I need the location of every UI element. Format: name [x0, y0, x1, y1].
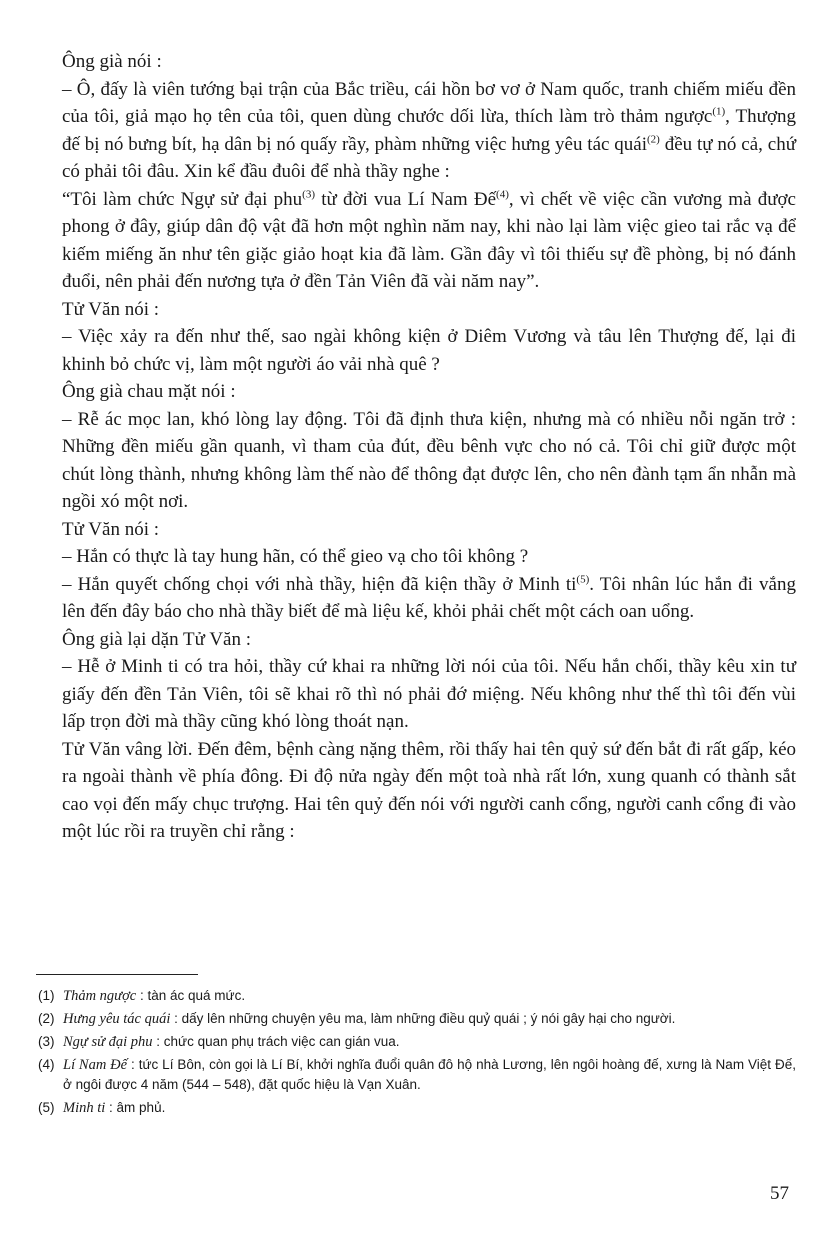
text-run: Tử Văn vâng lời. Đến đêm, bệnh càng nặng thêm, rồi thấy hai tên quỷ sứ đến bắt đi rất gấp, kéo ra ngoài thành về phía đông. Đi độ nửa ngày đến một toà nhà rất lớn, xung quanh có thành sắt cao vọi đến mấy chục trượng. Hai tên quỷ đến nói với người canh cổng, người canh cổng đi vào một lúc rồi ra truyền chỉ rằng : [62, 738, 796, 842]
paragraph [62, 186, 796, 296]
text-run: Ông già nói : [62, 51, 162, 72]
body-text [62, 48, 796, 846]
footnote-ref: (5) [576, 573, 590, 586]
text-run: Ông già lại dặn Tử Văn : [62, 628, 252, 650]
text-run: đều tự nó cả, chứ có phải tôi đâu. Xin kể đầu đuôi để nhà thầy nghe : [62, 133, 796, 182]
footnote [38, 986, 796, 1006]
footnote-body [63, 1098, 796, 1118]
paragraph [62, 296, 796, 324]
paragraph [62, 571, 796, 626]
footnote-number: (5) [38, 1100, 55, 1115]
footnote-term: Ngự sử đại phu [63, 1034, 153, 1050]
text-run: Ông già chau mặt nói : [62, 381, 236, 402]
text-run: – Hễ ở Minh ti có tra hỏi, thầy cứ khai ra những lời nói của tôi. Nếu hắn chối, thầy kêu xin tư giấy đến đền Tản Viên, tôi sẽ khai rõ thì nó phải đớ miệng. Nếu không như thế thì tôi đến vùi lấp trọn đời mà thầy cũng khó lòng thoát nạn. [62, 656, 796, 732]
footnote-term: Minh ti [63, 1100, 106, 1116]
text-run: , Thượng đế bị nó bưng bít, hạ dân bị nó quấy rầy, phàm những việc hưng yêu tác quái [62, 106, 797, 155]
footnote-ref: (3) [302, 188, 315, 201]
footnote-term: Hưng yêu tác quái [63, 1011, 171, 1027]
footnote-number: (4) [38, 1057, 55, 1072]
footnote-body [63, 1032, 796, 1052]
text-run: , vì chết về việc cần vương mà được phong ở đây, giúp dân độ vật đã hơn một nghìn năm nay, khi nào lại làm việc gieo tai rắc vạ để kiếm miếng ăn như tên giặc giảo hoạt kia đã làm. Gần đây vì tôi thiếu sự đề phòng, bị nó đánh đuổi, nên phải đến nương tựa ở đền Tản Viên đã vài năm nay”. [62, 188, 796, 292]
footnote-text: : dấy lên những chuyện yêu ma, làm những điều quỷ quái ; ý nói gây hại cho người. [170, 1011, 676, 1026]
footnote-number: (3) [38, 1034, 55, 1049]
footnote-number: (1) [38, 988, 55, 1003]
page-number: 57 [770, 1183, 789, 1204]
footnote [38, 1032, 796, 1052]
footnote-term: Lí Nam Đế [63, 1057, 128, 1073]
footnote [38, 1009, 796, 1029]
footnotes [38, 986, 796, 1121]
text-run: “Tôi làm chức Ngự sử đại phu [62, 188, 303, 210]
text-run: . Tôi nhân lúc hắn đi vắng lên đến đây báo cho nhà thầy biết để mà liệu kế, khỏi phải chết một cách oan uổng. [62, 573, 796, 622]
footnote-number: (2) [38, 1011, 55, 1026]
footnote-text: : chức quan phụ trách việc can gián vua. [152, 1034, 400, 1049]
text-run: – Hắn có thực là tay hung hãn, có thể gieo vạ cho tôi không ? [62, 546, 529, 567]
footnote-divider [36, 974, 198, 975]
paragraph [62, 653, 796, 736]
paragraph [62, 736, 796, 846]
text-run: Tử Văn nói : [62, 518, 160, 540]
text-run: từ đời vua Lí Nam Đế [314, 188, 497, 210]
paragraph [62, 626, 796, 654]
text-run: – Việc xảy ra đến như thế, sao ngài không kiện ở Diêm Vương và tâu lên Thượng đế, lại đi khinh bỏ chức vị, làm một người áo vải nhà quê ? [62, 326, 796, 375]
paragraph [62, 378, 796, 406]
footnote-text: : âm phủ. [105, 1100, 166, 1115]
footnote-ref: (2) [647, 133, 660, 146]
paragraph [62, 406, 796, 516]
footnote-text: : tức Lí Bôn, còn gọi là Lí Bí, khởi nghĩa đuổi quân đô hộ nhà Lương, lên ngôi hoàng đế, xưng là Nam Việt Đế, ở ngôi được 4 năm (544 – 548), đặt quốc hiệu là Vạn Xuân. [63, 1057, 796, 1092]
footnote-text: : tàn ác quá mức. [136, 988, 246, 1003]
footnote-term: Thảm ngược [63, 988, 137, 1004]
paragraph [62, 48, 796, 76]
footnote-body [63, 1009, 796, 1029]
footnote [38, 1098, 796, 1118]
footnote-ref: (1) [712, 105, 726, 118]
text-run: – Ô, đấy là viên tướng bại trận của Bắc triều, cái hồn bơ vơ ở Nam quốc, tranh chiếm miếu đền của tôi, giả mạo họ tên của tôi, quen dùng chước dối lừa, thích làm trò thảm ngược [62, 78, 796, 127]
footnote-body [63, 986, 796, 1006]
paragraph [62, 543, 796, 571]
text-run: – Hắn quyết chống chọi với nhà thầy, hiện đã kiện thầy ở Minh ti [62, 573, 577, 595]
paragraph [62, 76, 796, 186]
footnote-body [63, 1055, 796, 1095]
text-run: – Rễ ác mọc lan, khó lòng lay động. Tôi đã định thưa kiện, nhưng mà có nhiều nỗi ngăn trở : Những đền miếu gần quanh, vì tham của đút, đều bênh vực cho nó cả. Tôi chỉ giữ được một chút lòng thành, nhưng không làm thế nào để thông đạt được lên, cho nên đành tạm ẩn nhẫn mà ngồi xó một nơi. [62, 408, 796, 512]
footnote [38, 1055, 796, 1095]
paragraph [62, 516, 796, 544]
footnote-ref: (4) [496, 188, 509, 201]
text-run: Tử Văn nói : [62, 298, 160, 320]
paragraph [62, 323, 796, 378]
